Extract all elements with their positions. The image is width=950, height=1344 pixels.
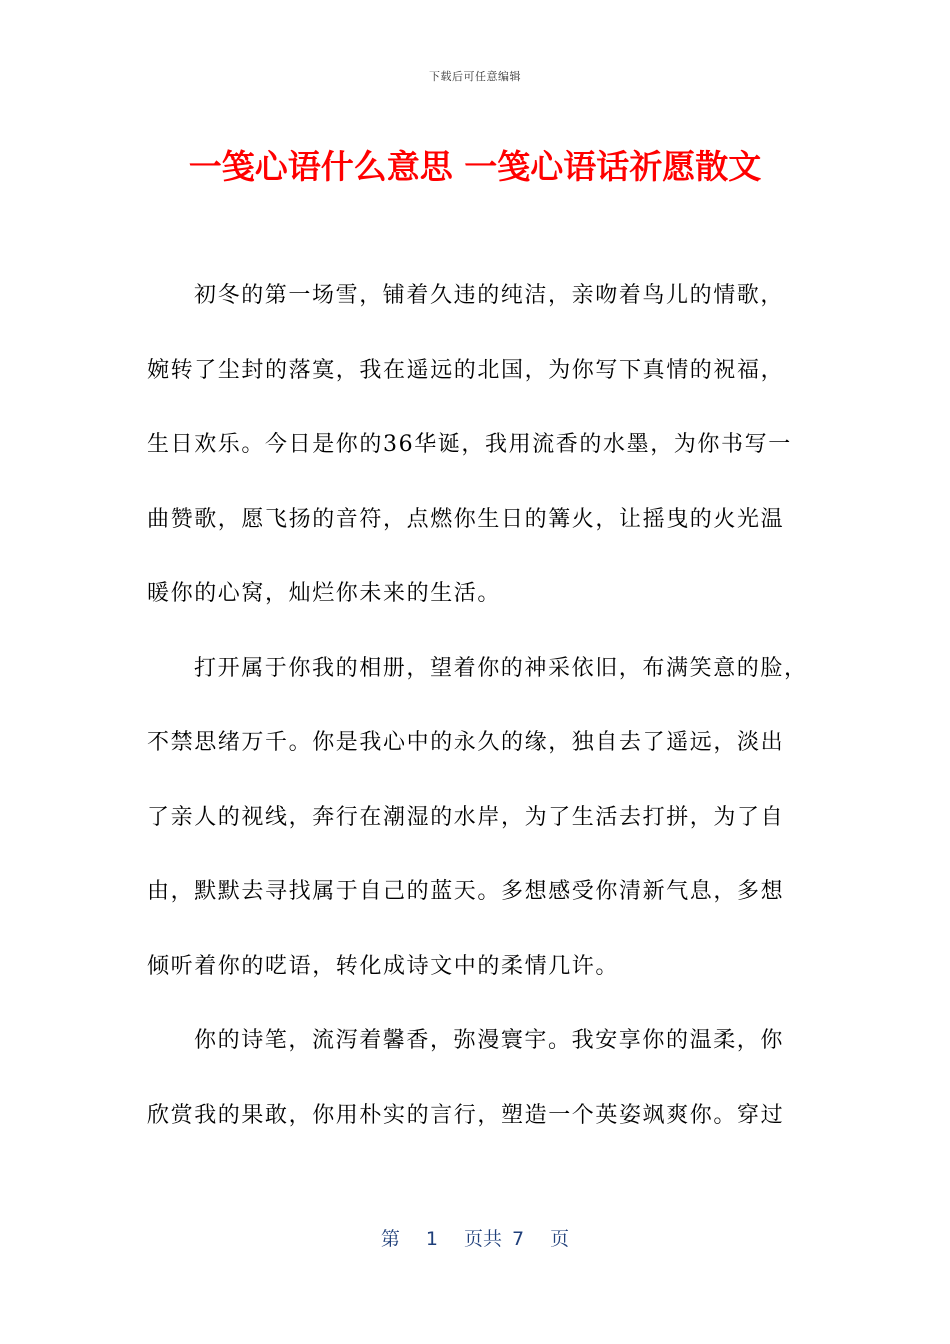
- page-total-number: 7: [512, 1228, 525, 1250]
- page-prefix: 第: [380, 1228, 400, 1250]
- document-title: 一笺心语什么意思 一笺心语话祈愿散文: [188, 147, 762, 186]
- paragraph-line: 打开属于你我的相册，望着你的神采依旧，布满笑意的脸，: [194, 655, 808, 681]
- header-note: 下载后可任意编辑: [429, 70, 521, 83]
- paragraph-line: 你的诗笔，流泻着馨香，弥漫寰宇。我安享你的温柔，你: [194, 1028, 785, 1053]
- paragraph-line: 婉转了尘封的落寞，我在遥远的北国，为你写下真情的祝福，: [147, 357, 785, 383]
- page-current-number: 1: [425, 1228, 438, 1250]
- paragraph-line: 初冬的第一场雪，铺着久违的纯洁，亲吻着鸟儿的情歌，: [194, 283, 785, 308]
- paragraph-line: 曲赞歌，愿飞扬的音符，点燃你生日的篝火，让摇曳的火光温: [147, 506, 785, 532]
- paragraph-line: 暖你的心窝，灿烂你未来的生活。: [147, 581, 502, 606]
- document-body: [147, 270, 807, 1164]
- paragraph-line: 生日欢乐。今日是你的36华诞，我用流香的水墨，为你书写一: [147, 432, 792, 457]
- page-footer: [0, 1224, 950, 1251]
- page-suffix: 页: [550, 1228, 570, 1250]
- paragraph-line: 欣赏我的果敢，你用朴实的言行，塑造一个英姿飒爽你。穿过: [147, 1102, 785, 1128]
- page-mid-label: 页共: [463, 1228, 502, 1250]
- paragraph-line: 倾听着你的呓语，转化成诗文中的柔情几许。: [147, 953, 620, 979]
- paragraph-line: 了亲人的视线，奔行在潮湿的水岸，为了生活去打拼，为了自: [147, 804, 785, 830]
- paragraph-line: 不禁思绪万千。你是我心中的永久的缘，独自去了遥远，淡出: [147, 730, 785, 755]
- paragraph-line: 由，默默去寻找属于自己的蓝天。多想感受你清新气息，多想: [147, 879, 785, 904]
